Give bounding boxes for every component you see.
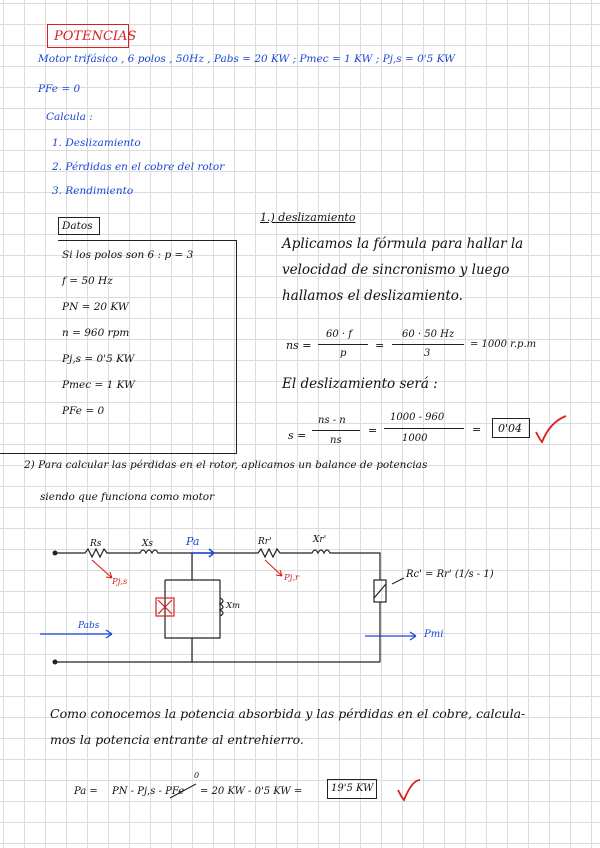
label-rs: Rs — [90, 539, 102, 549]
pmi-arrow-icon — [365, 632, 416, 640]
s-lhs: s = — [288, 429, 307, 442]
s-result: 0'04 — [498, 422, 523, 435]
label-pmi: Pmi — [424, 629, 444, 640]
label-xs: Xs — [142, 539, 154, 549]
load-pointer — [392, 578, 404, 584]
ns-lhs: ns = — [286, 339, 312, 352]
stator-loss-arrow-icon — [92, 560, 112, 578]
terminal-bottom — [53, 660, 58, 665]
ns-result: = 1000 r.p.m — [470, 339, 537, 350]
part2-text-3: Como conocemos la potencia absorbida y las pérdidas en el cobre, calcula- — [50, 706, 526, 721]
part2-text-1: 2) Para calcular las pérdidas en el rotor, aplicamos un balance de potencias — [24, 459, 428, 471]
question-3: 3. Rendimiento — [52, 185, 134, 197]
pabs-arrow-icon — [40, 630, 112, 638]
terminal-top — [53, 551, 58, 556]
eq-mid: = 20 KW - 0'5 KW = — [200, 786, 303, 797]
s-equals-2: = — [472, 423, 482, 436]
s-denominator: ns — [330, 435, 342, 446]
s-equals: = — [368, 424, 378, 437]
ns-denominator-2: 3 — [424, 348, 431, 359]
datos-line: Pmec = 1 KW — [62, 379, 135, 391]
eq-result: 19'5 KW — [331, 783, 374, 794]
rotor-loss-arrow-icon — [265, 560, 282, 576]
ns-denominator: p — [340, 348, 347, 359]
ns-equals: = — [375, 339, 385, 352]
ns-numerator-2: 60 · 50 Hz — [402, 329, 455, 340]
s-numerator: ns - n — [318, 415, 346, 426]
s-numerator-2: 1000 - 960 — [390, 412, 445, 423]
datos-line: Pj,s = 0'5 KW — [62, 353, 135, 365]
datos-line: f = 50 Hz — [62, 275, 113, 287]
part2-text-2: siendo que funciona como motor — [40, 491, 215, 503]
eq-zero: 0 — [194, 771, 200, 780]
question-2: 2. Pérdidas en el cobre del rotor — [52, 161, 225, 173]
label-pjr: Pj,r — [284, 573, 300, 583]
label-rc: Rc' = Rr' (1/s - 1) — [406, 569, 494, 580]
statement-line-1: Motor trifásico , 6 polos , 50Hz , Pabs = 20 KW ; Pmec = 1 KW ; Pj,s = 0'5 KW — [38, 53, 455, 65]
part2-text-4: mos la potencia entrante al entrehierro. — [50, 732, 304, 747]
datos-line: PFe = 0 — [62, 405, 105, 417]
label-xr: Xr' — [313, 535, 327, 545]
s-denominator-2: 1000 — [402, 433, 428, 444]
statement-ask: Calcula : — [46, 111, 93, 123]
label-pjs: Pj,s — [112, 577, 128, 587]
label-rr: Rr' — [258, 537, 272, 547]
part1-text-1: Aplicamos la fórmula para hallar la — [282, 236, 524, 252]
datos-title: Datos — [62, 220, 93, 232]
ns-numerator: 60 · f — [326, 329, 352, 340]
label-pabs: Pabs — [78, 621, 100, 631]
page-title: POTENCIAS — [54, 29, 137, 44]
part1-text-2: velocidad de sincronismo y luego — [282, 262, 510, 278]
label-pa: Pa — [186, 535, 200, 548]
question-1: 1. Deslizamiento — [52, 137, 141, 149]
part1-heading: 1.) deslizamiento — [260, 211, 356, 224]
statement-line-2: PFe = 0 — [38, 83, 81, 95]
datos-line: Si los polos son 6 : p = 3 — [62, 249, 194, 261]
slip-text: El deslizamiento será : — [282, 376, 438, 392]
check-icon — [536, 416, 566, 442]
pa-arrow-icon — [190, 549, 214, 557]
eq-rhs: PN - Pj,s - PFe — [112, 786, 185, 797]
part1-text-3: hallamos el deslizamiento. — [282, 288, 463, 304]
eq-lhs: Pa = — [74, 786, 98, 797]
datos-line: n = 960 rpm — [62, 327, 130, 339]
check-icon — [398, 780, 420, 800]
label-xm: Xm — [226, 601, 241, 611]
datos-line: PN = 20 KW — [62, 301, 129, 313]
